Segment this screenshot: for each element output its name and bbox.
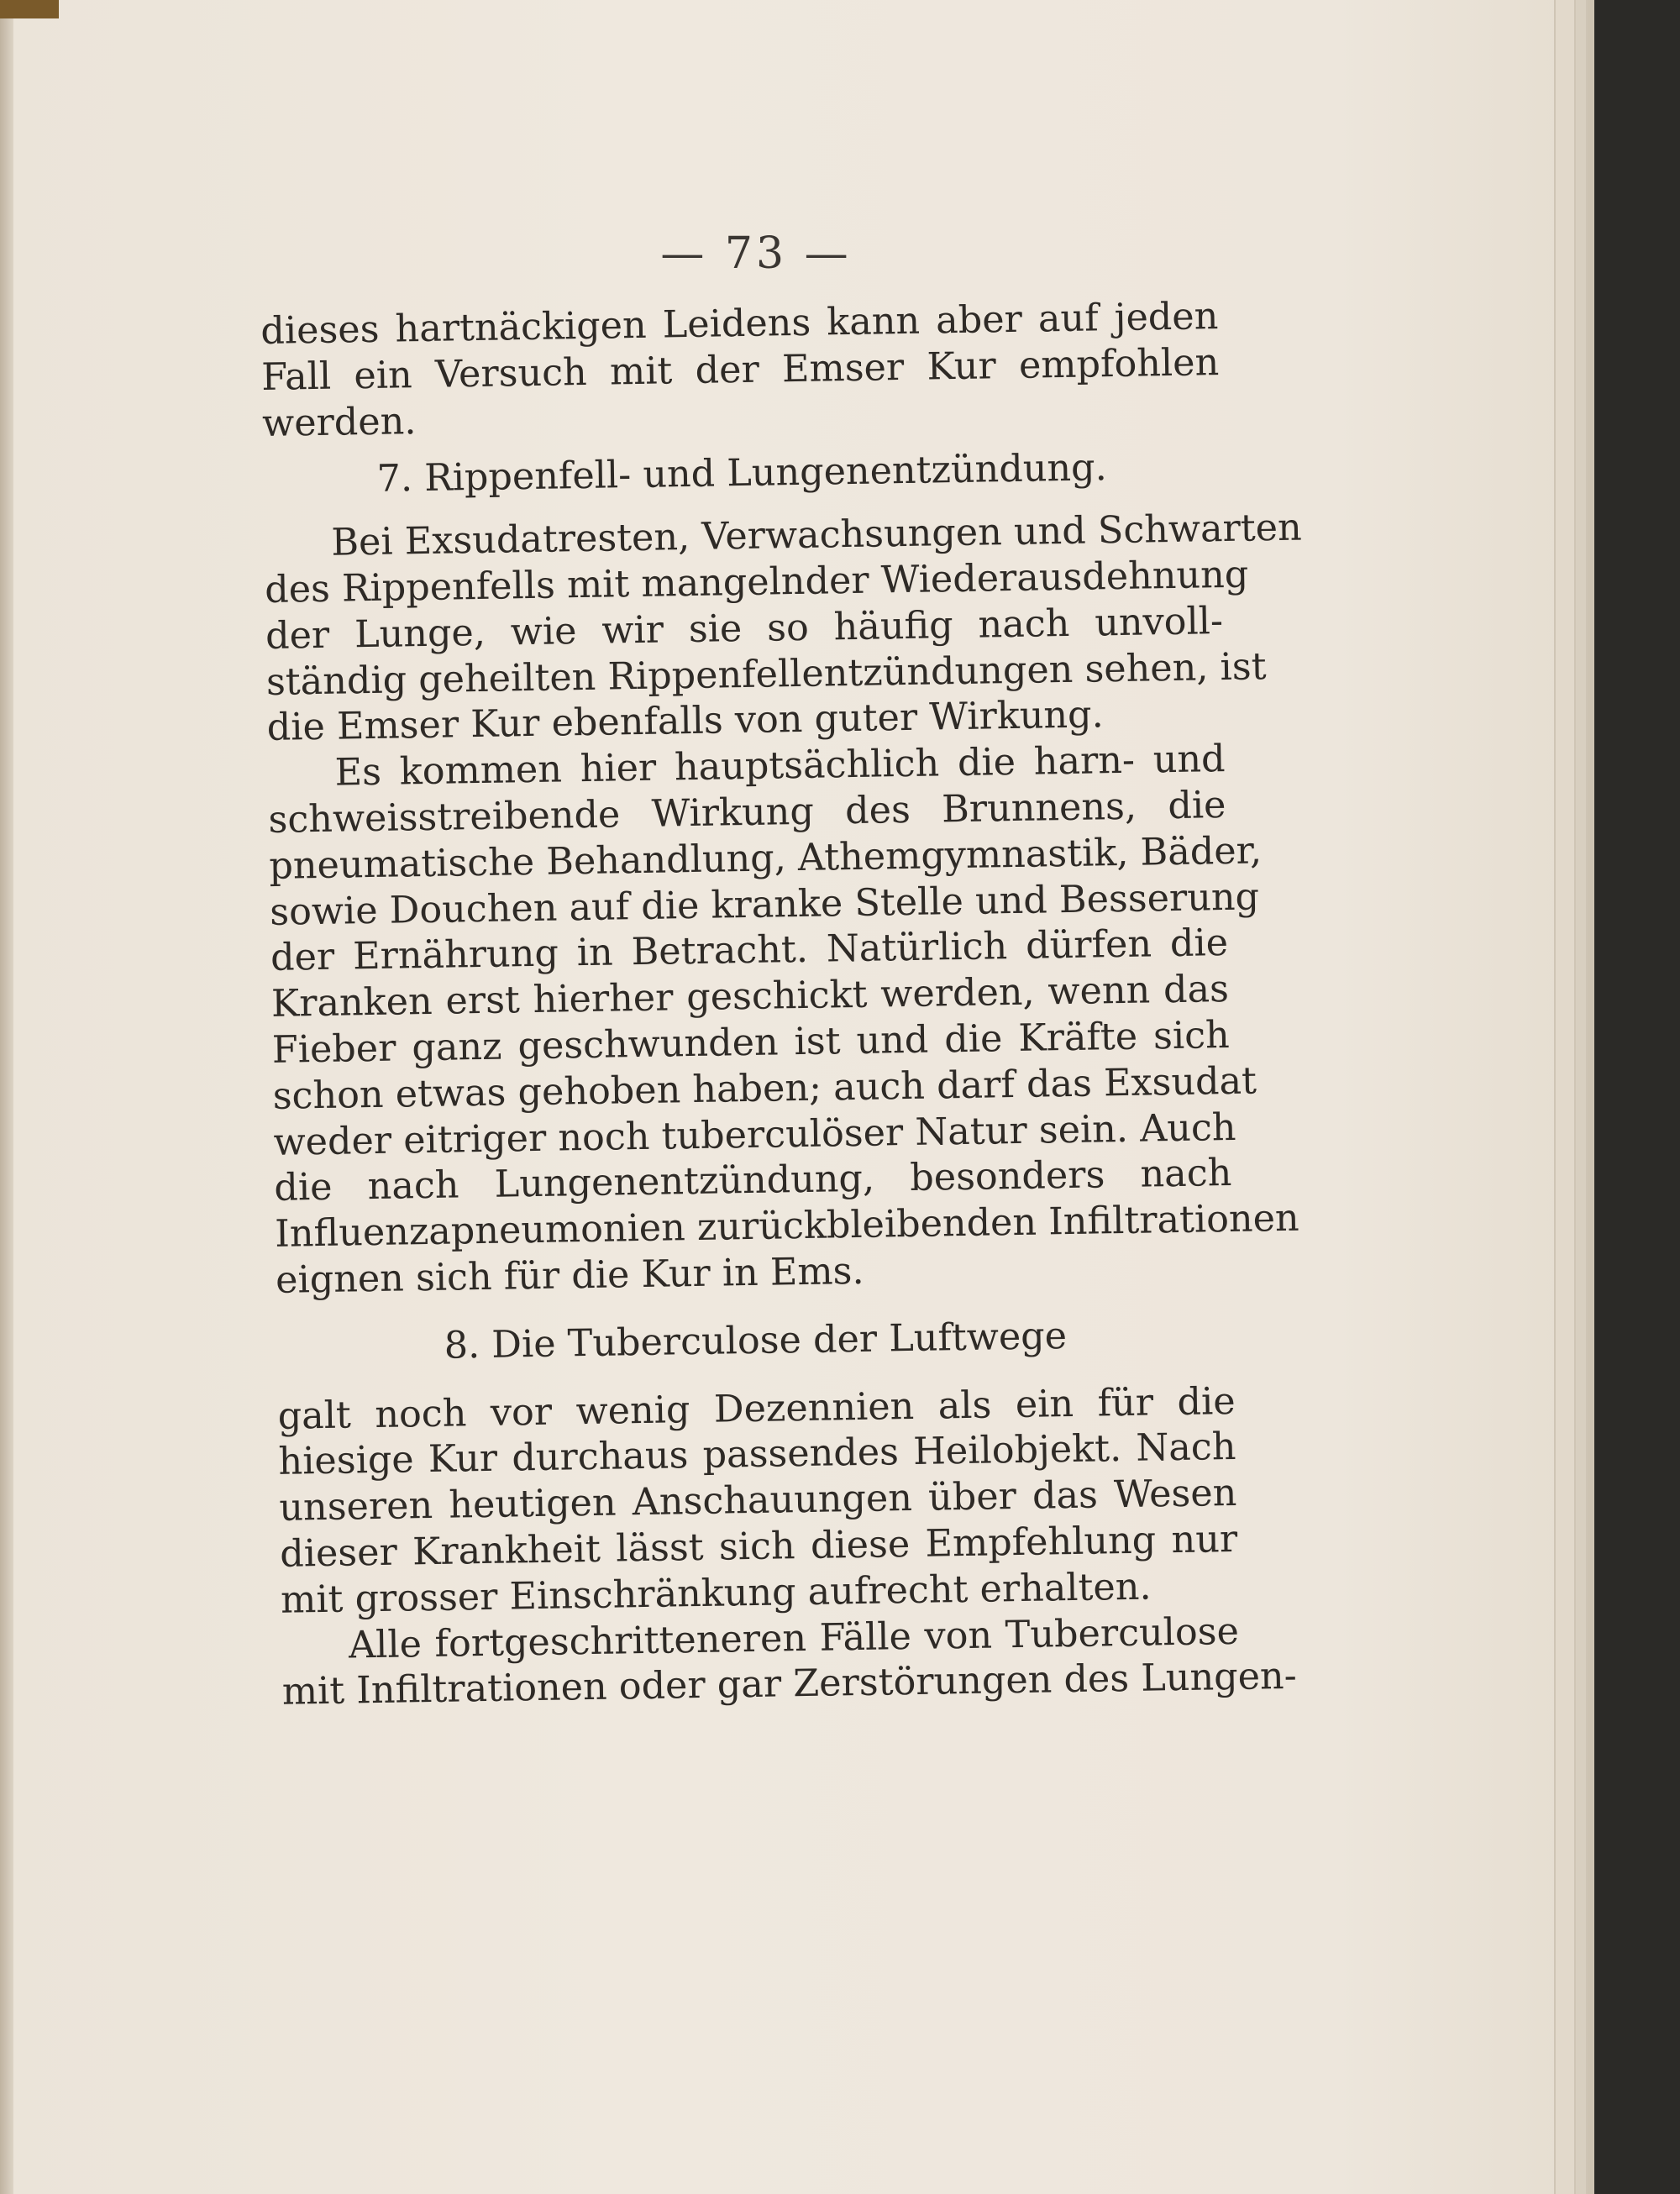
page-number: — 73 —: [660, 228, 852, 279]
text-line: hiesige Kur durchaus passendes Heilobjekt. Nach: [278, 1425, 1236, 1484]
text-line: Fieber ganz geschwunden ist und die Kräfte sich: [271, 1013, 1231, 1072]
text-line: ständig geheilten Rippenfellentzündungen sehen, ist: [265, 644, 1267, 704]
text-line: der Lunge, wie wir sie so häufig nach unvoll-: [265, 599, 1224, 658]
text-line: des Rippenfells mit mangelnder Wiederausdehnung: [264, 553, 1249, 611]
section-heading-7: 7. Rippenfell- und Lungenentzündung.: [376, 446, 1108, 501]
text-line: weder eitriger noch tuberculöser Natur sein. Auch: [273, 1105, 1236, 1164]
text-line: unseren heutigen Anschauungen über das Wesen: [279, 1472, 1237, 1530]
page-edge: [1586, 0, 1594, 2194]
text-line: Bei Exsudatresten, Verwachsungen und Schwarten: [330, 506, 1303, 564]
text-line: die nach Lungenentzündung, besonders nach: [274, 1152, 1232, 1210]
text-line: Fall ein Versuch mit der Emser Kur empfohlen: [260, 340, 1220, 399]
paragraph-5: [281, 1609, 1298, 1715]
text-line: der Ernährung in Betracht. Natürlich dürfen die: [270, 921, 1229, 980]
paragraph-1: [260, 294, 1220, 447]
text-line: die Emser Kur ebenfalls von guter Wirkung.: [266, 693, 1105, 750]
body-text: [260, 294, 1303, 1716]
text-line: eignen sich für die Kur in Ems.: [275, 1249, 864, 1302]
binding-edge: [0, 0, 13, 2194]
paragraph-4: [277, 1378, 1238, 1624]
text-line: pneumatische Behandlung, Athemgymnastik, Bäder,: [269, 829, 1263, 888]
text-line: galt noch vor wenig Dezennien als ein für die: [277, 1379, 1236, 1438]
text-line: Influenzapneumonien zurückbleibenden Infiltrationen: [274, 1196, 1299, 1257]
text-line: werden.: [261, 399, 417, 445]
paragraph-3: [267, 737, 1299, 1304]
text-line: sowie Douchen auf die kranke Stelle und Besserung: [269, 874, 1260, 934]
page-edge: [1554, 0, 1576, 2194]
text-line: schon etwas gehoben haben; auch darf das Exsudat: [272, 1059, 1257, 1118]
text-line: Kranken erst hierher geschickt werden, wenn das: [270, 968, 1230, 1026]
text-line: mit Infiltrationen oder gar Zerstörungen des Lungen-: [281, 1655, 1298, 1714]
text-line: dieser Krankheit lässt sich diese Empfehlung nur: [279, 1517, 1238, 1576]
text-line: dieses hartnäckigen Leidens kann aber auf jeden: [260, 295, 1219, 353]
top-corner-mark: [0, 0, 59, 18]
paragraph-2: [264, 506, 1303, 752]
section-heading-8: 8. Die Tuberculose der Luftwege: [444, 1314, 1068, 1367]
text-line: mit grosser Einschränkung aufrecht erhalten.: [280, 1565, 1152, 1622]
text-line: Es kommen hier hauptsächlich die harn- und: [334, 737, 1226, 795]
text-line: schweisstreibende Wirkung des Brunnens, die: [268, 783, 1226, 842]
text-line: Alle fortgeschritteneren Fälle von Tuberculose: [348, 1609, 1240, 1667]
